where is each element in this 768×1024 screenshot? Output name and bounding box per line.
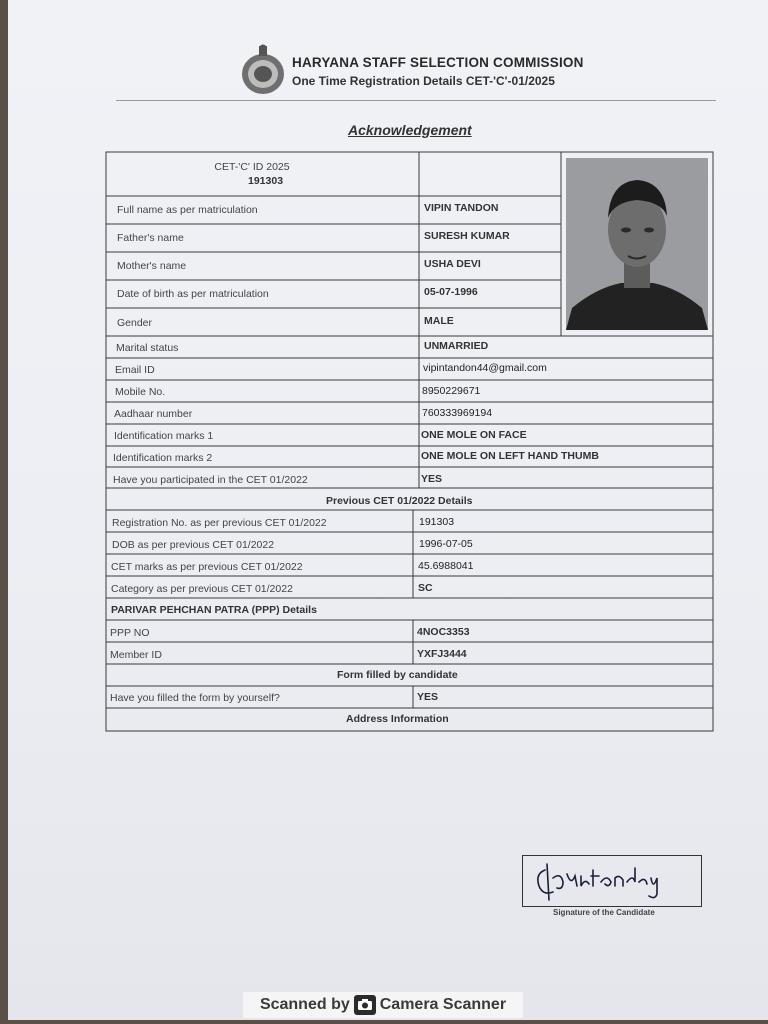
camera-icon <box>354 995 376 1015</box>
section-title-address: Address Information <box>346 713 449 725</box>
row-label: Identification marks 2 <box>113 452 213 464</box>
cet-id-label: CET-'C' ID 2025 <box>214 161 290 173</box>
row-value: SURESH KUMAR <box>424 230 510 242</box>
row-value: 760333969194 <box>422 407 493 419</box>
row-value: 45.6988041 <box>418 560 474 572</box>
signature-box <box>522 855 702 907</box>
row-value: USHA DEVI <box>424 258 481 270</box>
row-label: DOB as per previous CET 01/2022 <box>112 539 275 551</box>
section-title-previous-cet: Previous CET 01/2022 Details <box>326 495 473 507</box>
signature-label: Signature of the Candidate <box>553 908 655 917</box>
row-label: Member ID <box>110 649 162 661</box>
row-value: 8950229671 <box>422 385 481 397</box>
row-value: YXFJ3444 <box>417 648 467 660</box>
row-value: SC <box>418 582 433 594</box>
row-value: 191303 <box>419 516 455 528</box>
row-value: YES <box>421 473 443 485</box>
section-title-ppp: PARIVAR PEHCHAN PATRA (PPP) Details <box>111 604 317 616</box>
watermark-left-text: Scanned by <box>259 996 350 1013</box>
row-label: Registration No. as per previous CET 01/2022 <box>112 517 327 529</box>
row-label: Gender <box>117 317 153 329</box>
row-label: Mother's name <box>117 260 187 272</box>
row-label: Email ID <box>115 364 155 376</box>
row-value: UNMARRIED <box>424 340 489 352</box>
row-value: MALE <box>424 315 454 327</box>
row-label: Full name as per matriculation <box>117 204 258 216</box>
row-value: YES <box>417 691 439 703</box>
cet-id-value: 191303 <box>248 175 284 187</box>
row-value: ONE MOLE ON FACE <box>421 429 527 441</box>
row-label: Date of birth as per matriculation <box>117 288 269 300</box>
row-value: 05-07-1996 <box>424 286 478 298</box>
registration-subtitle: One Time Registration Details CET-'C'-01/2025 <box>292 74 555 88</box>
scanner-watermark <box>243 992 523 1018</box>
section-title-form-filled: Form filled by candidate <box>337 669 458 681</box>
row-label: Identification marks 1 <box>114 430 214 442</box>
row-label: Mobile No. <box>115 386 166 398</box>
row-value: ONE MOLE ON LEFT HAND THUMB <box>421 450 599 462</box>
watermark-right-text: Camera Scanner <box>379 996 507 1013</box>
row-value: 4NOC3353 <box>417 626 470 638</box>
organization-title: HARYANA STAFF SELECTION COMMISSION <box>292 55 584 70</box>
row-value: 1996-07-05 <box>419 538 473 550</box>
row-label: Father's name <box>117 232 184 244</box>
row-label: Have you filled the form by yourself? <box>110 692 280 704</box>
row-label: Aadhaar number <box>114 408 193 420</box>
row-value: VIPIN TANDON <box>424 202 499 214</box>
row-label: CET marks as per previous CET 01/2022 <box>111 561 303 573</box>
row-label: Marital status <box>116 342 179 354</box>
row-label: Category as per previous CET 01/2022 <box>111 583 293 595</box>
page-title: Acknowledgement <box>348 122 472 138</box>
candidate-signature <box>523 856 701 906</box>
email-value: vipintandon44@gmail.com <box>423 362 547 374</box>
candidate-photo <box>566 158 708 330</box>
row-label: Have you participated in the CET 01/2022 <box>113 474 308 486</box>
row-label: PPP NO <box>110 627 150 639</box>
